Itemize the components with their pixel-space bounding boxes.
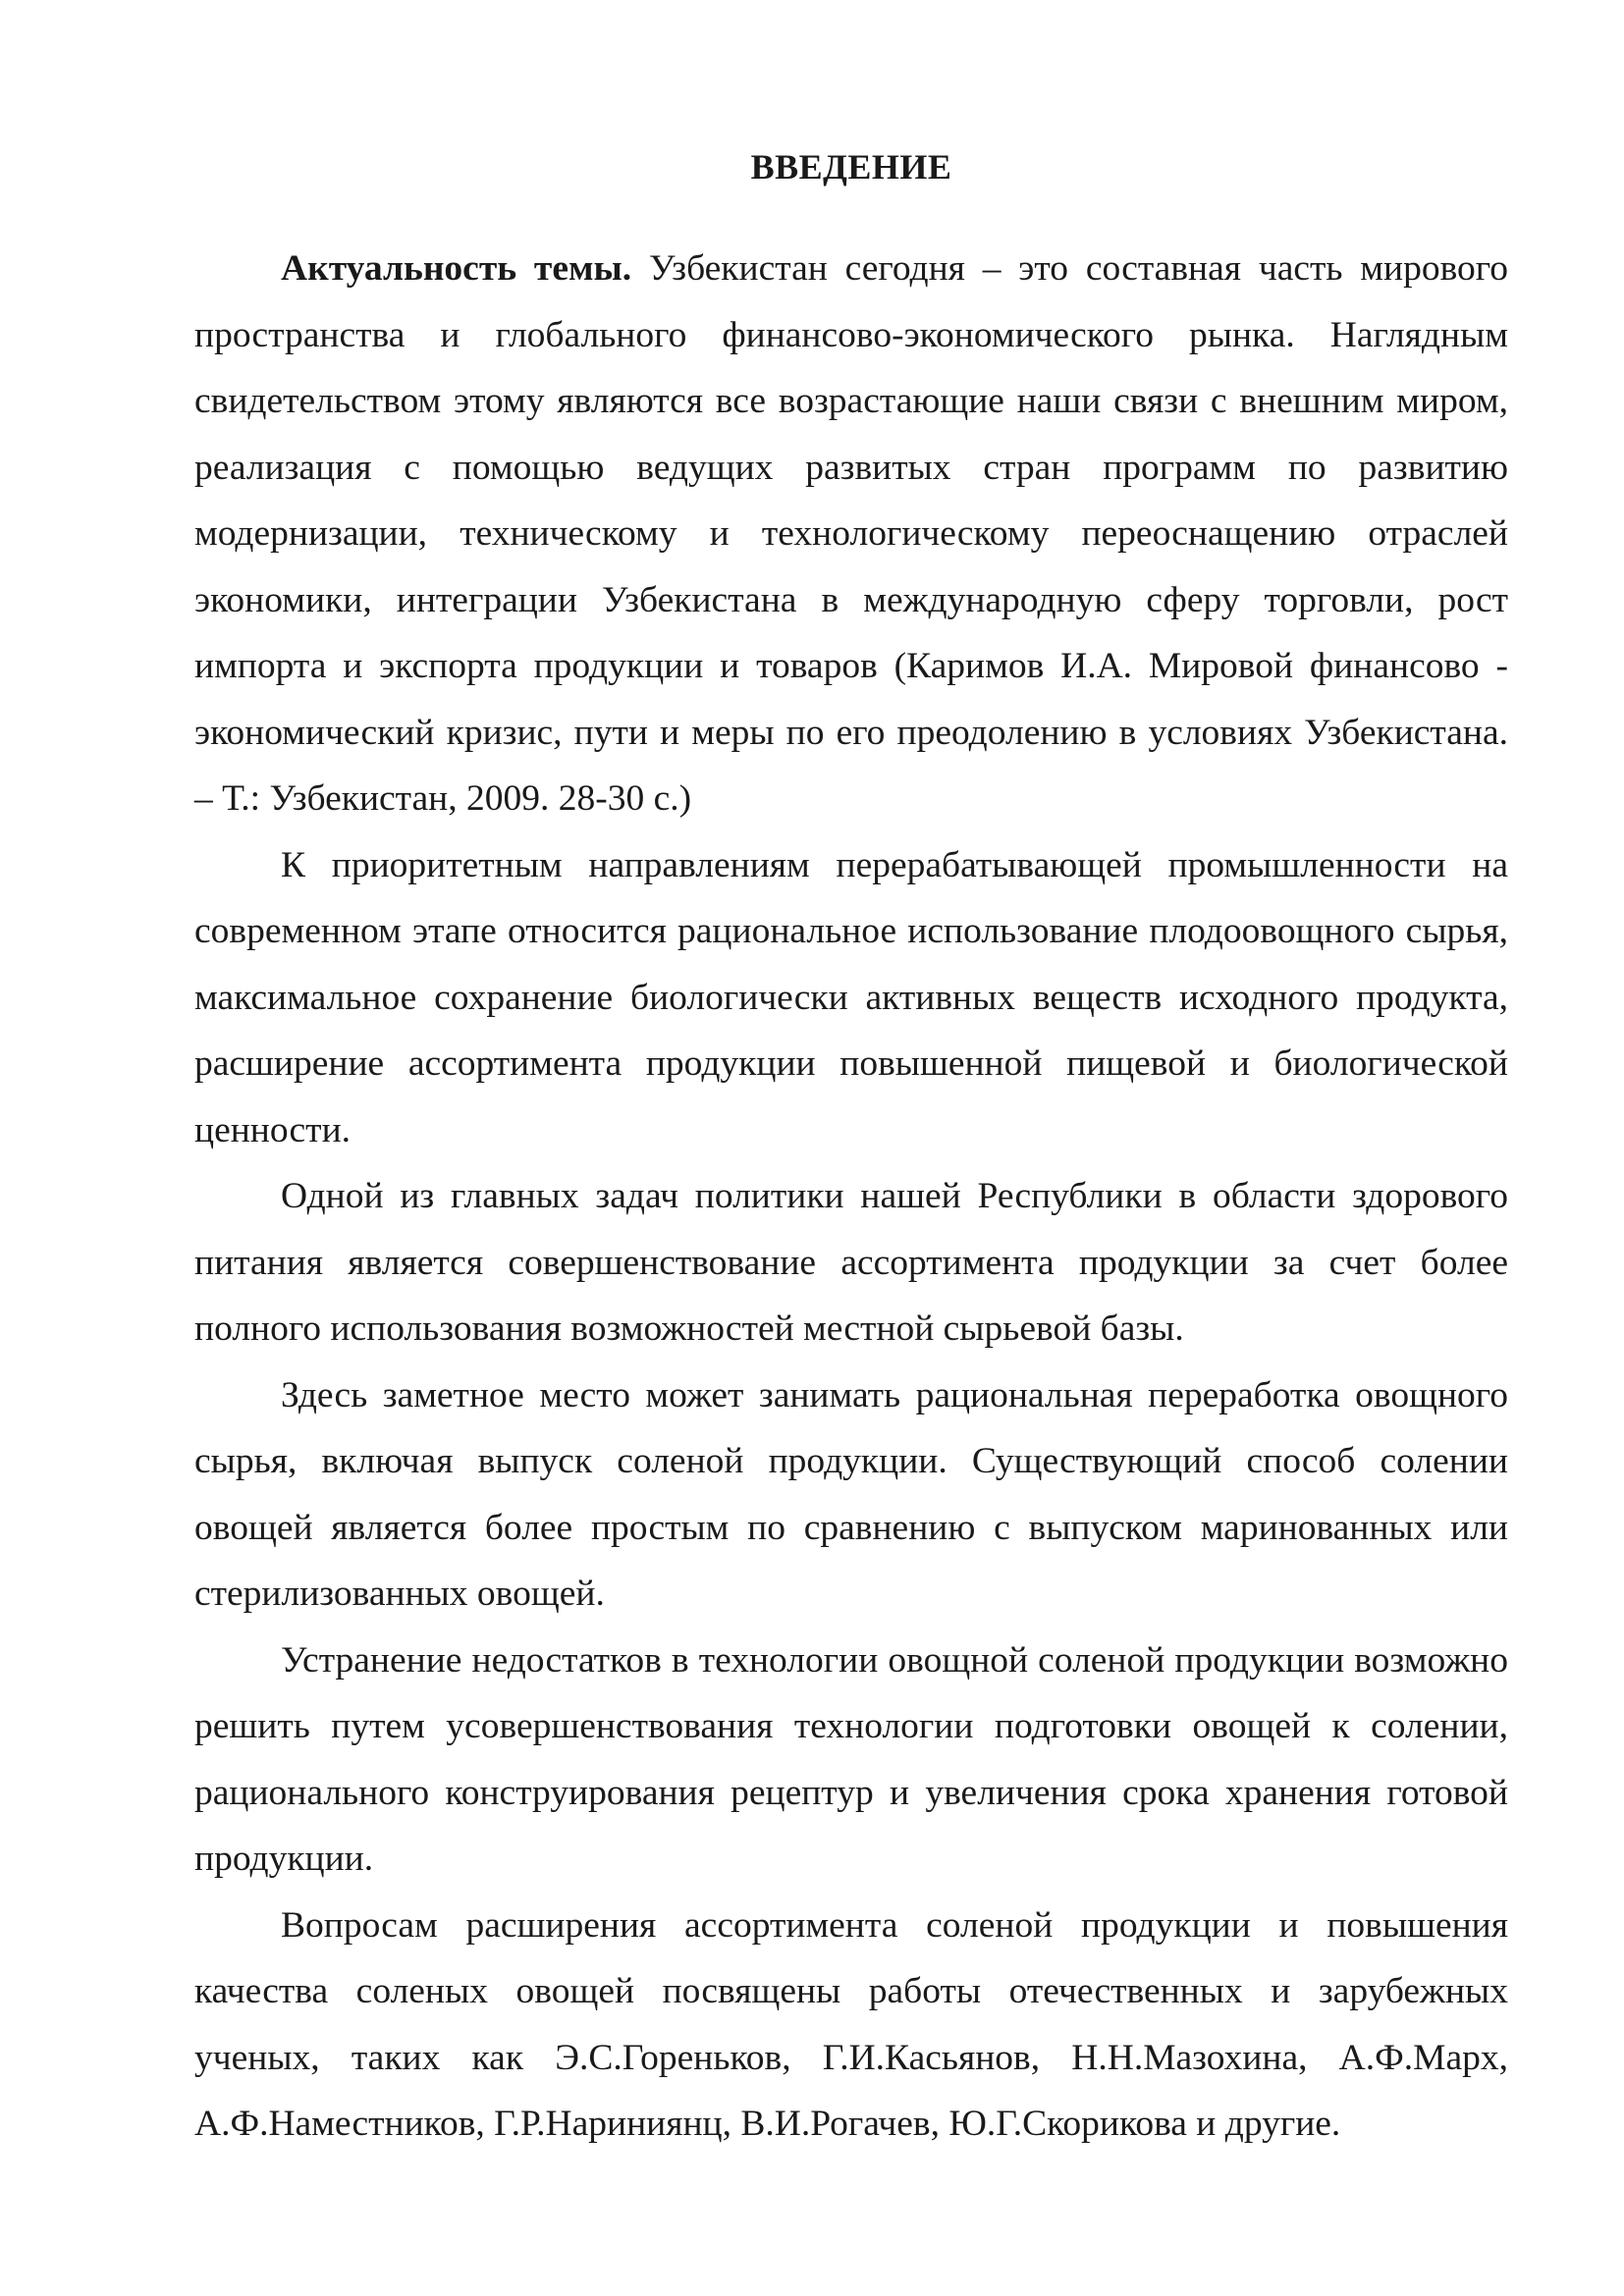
paragraph-lead: Актуальность темы. [281, 248, 632, 289]
paragraph-priorities: К приоритетным направлениям перерабатывающей промышленности на современном этапе относится рациональное использование плодоовощного сырья, максимальное сохранение биологически активных веществ исходного продукта, расширение ассортимента продукции повышенной пищевой и биологической ценности. [194, 844, 1508, 1150]
paragraph-researchers: Вопросам расширения ассортимента соленой продукции и повышения качества соленых овощей посвящены работы отечественных и зарубежных ученых, таких как Э.С.Гореньков, Г.И.Касьянов, Н.Н.Мазохина, А.Ф.Марх, А.Ф.Наместников, Г.Р.Нариниянц, В.И.Рогачев, Ю.Г.Скорикова и другие. [194, 1904, 1508, 2144]
paragraph-policy: Одной из главных задач политики нашей Республики в области здорового питания является совершенствование ассортимента продукции за счет более полного использования возможностей местной сырьевой базы. [194, 1176, 1508, 1349]
paragraph-text: Узбекистан сегодня – это составная часть мирового пространства и глобального финансово-экономического рынка. Наглядным свидетельством этому являются все возрастающие наши связи с внешним миром, реализация с помощью ведущих развитых стран программ по развитию модернизации, техническому и технологическому переоснащению отраслей экономики, интеграции Узбекистана в международную сферу торговли, рост импорта и экспорта продукции и товаров (Каримов И.А. Мировой финансово - экономический кризис, пути и меры по его преодолению в условиях Узбекистана. – Т.: Узбекистан, 2009. 28-30 с.) [194, 248, 1508, 819]
paragraph-relevance [194, 236, 1508, 832]
page-title: ВВЕДЕНИЕ [750, 147, 952, 187]
paragraph-deficiencies: Устранение недостатков в технологии овощной соленой продукции возможно решить путем усовершенствования технологии подготовки овощей к солении, рационального конструирования рецептур и увеличения срока хранения готовой продукции. [194, 1639, 1508, 1879]
paragraph-processing: Здесь заметное место может занимать рациональная переработка овощного сырья, включая выпуск соленой продукции. Существующий способ солении овощей является более простым по сравнению с выпуском маринованных или стерилизованных овощей. [194, 1374, 1508, 1614]
